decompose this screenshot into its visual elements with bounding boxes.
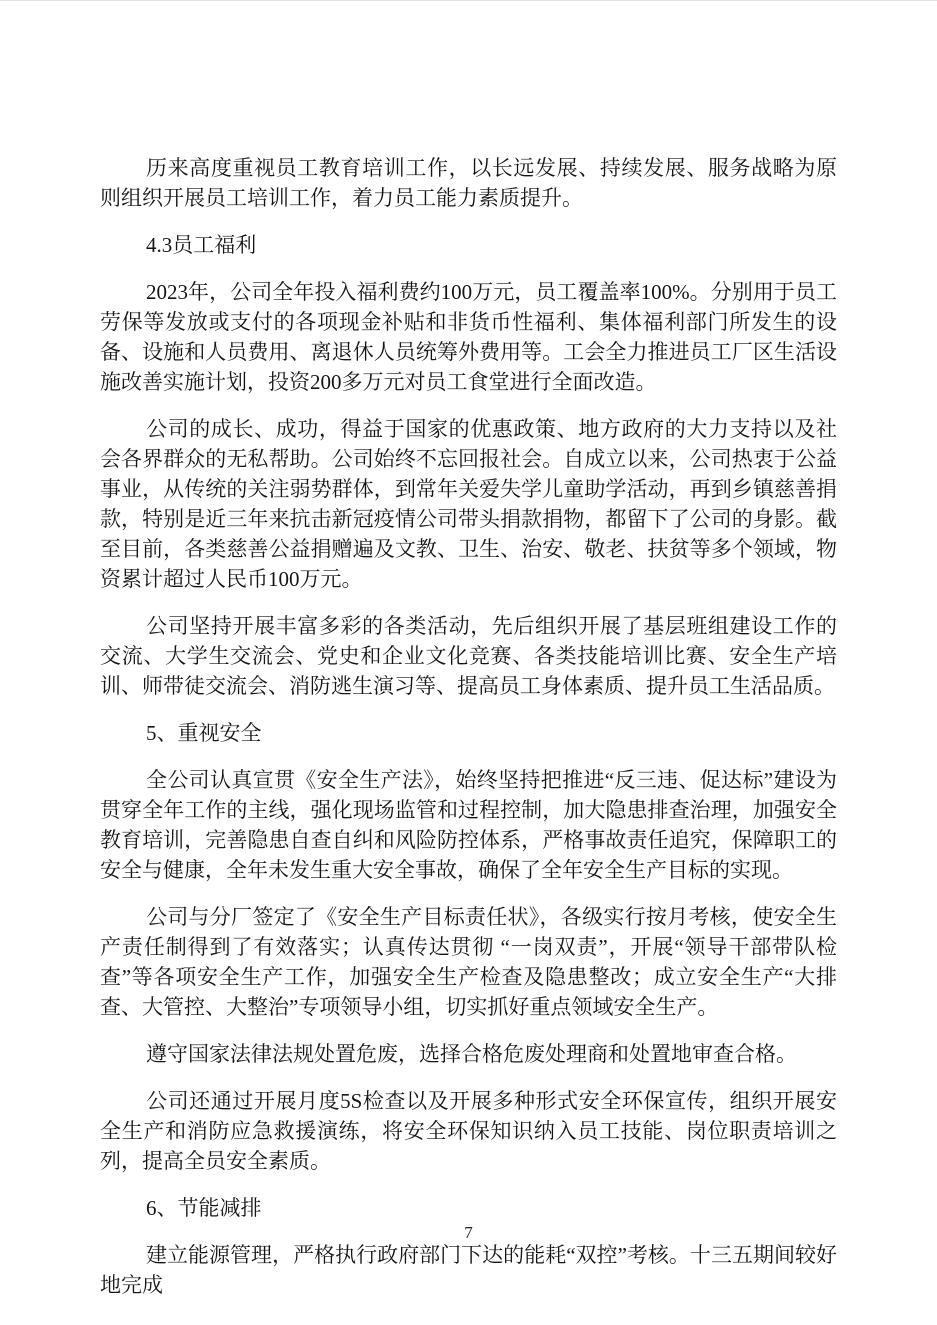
document-body (100, 153, 837, 1317)
paragraph-energy-management: 建立能源管理，严格执行政府部门下达的能耗“双控”考核。十三五期间较好地完成 (100, 1243, 837, 1297)
section-heading-4-3-welfare: 4.3员工福利 (146, 233, 257, 257)
page-number: 7 (464, 1223, 473, 1242)
paragraph-welfare-investment: 2023年，公司全年投入福利费约100万元，员工覆盖率100%。分别用于员工劳保等发放或支付的各项现金补贴和非货币性福利、集体福利部门所发生的设备、设施和人员费用、离退休人员统筹外费用等。工会全力推进员工厂区生活设施改善实施计划，投资200多万元对员工食堂进行全面改造。 (100, 280, 837, 394)
paragraph-safety-responsibility: 公司与分厂签定了《安全生产目标责任状》，各级实行按月考核，使安全生产责任制得到了有效落实；认真传达贯彻 “一岗双责”，开展“领导干部带队检查”等各项安全生产工作，加强安全生产检查及隐患整改；成立安全生产“大排查、大管控、大整治”专项领导小组，切实抓好重点领域安全生产。 (100, 905, 837, 1019)
section-heading-5-safety: 5、重视安全 (146, 721, 262, 745)
paragraph-charity-donations: 公司的成长、成功，得益于国家的优惠政策、地方政府的大力支持以及社会各界群众的无私帮助。公司始终不忘回报社会。自成立以来，公司热衷于公益事业，从传统的关注弱势群体，到常年关爱失学儿童助学活动，再到乡镇慈善捐款，特别是近三年来抗击新冠疫情公司带头捐款捐物，都留下了公司的身影。截至目前，各类慈善公益捐赠遍及文教、卫生、治安、敬老、扶贫等多个领域，物资累计超过人民币100万元。 (100, 417, 837, 591)
paragraph-hazardous-waste: 遵守国家法律法规处置危废，选择合格危废处理商和处置地审查合格。 (146, 1042, 797, 1066)
paragraph-safety-law: 全公司认真宣贯《安全生产法》，始终坚持把推进“反三违、促达标”建设为贯穿全年工作的主线，强化现场监管和过程控制，加大隐患排查治理，加强安全教育培训，完善隐患自查自纠和风险防控体系，严格事故责任追究，保障职工的安全与健康，全年未发生重大安全事故，确保了全年安全生产目标的实现。 (100, 768, 837, 882)
paragraph-employee-training: 历来高度重视员工教育培训工作，以长远发展、持续发展、服务战略为原则组织开展员工培训工作，着力员工能力素质提升。 (100, 156, 837, 210)
paragraph-company-activities: 公司坚持开展丰富多彩的各类活动，先后组织开展了基层班组建设工作的交流、大学生交流会、党史和企业文化竞赛、各类技能培训比赛、安全生产培训、师带徒交流会、消防逃生演习等、提高员工身体素质、提升员工生活品质。 (100, 614, 837, 698)
section-heading-6-energy: 6、节能减排 (146, 1196, 262, 1220)
paragraph-5s-inspection: 公司还通过开展月度5S检查以及开展多种形式安全环保宣传，组织开展安全生产和消防应急救援演练，将安全环保知识纳入员工技能、岗位职责培训之列，提高全员安全素质。 (100, 1089, 837, 1173)
